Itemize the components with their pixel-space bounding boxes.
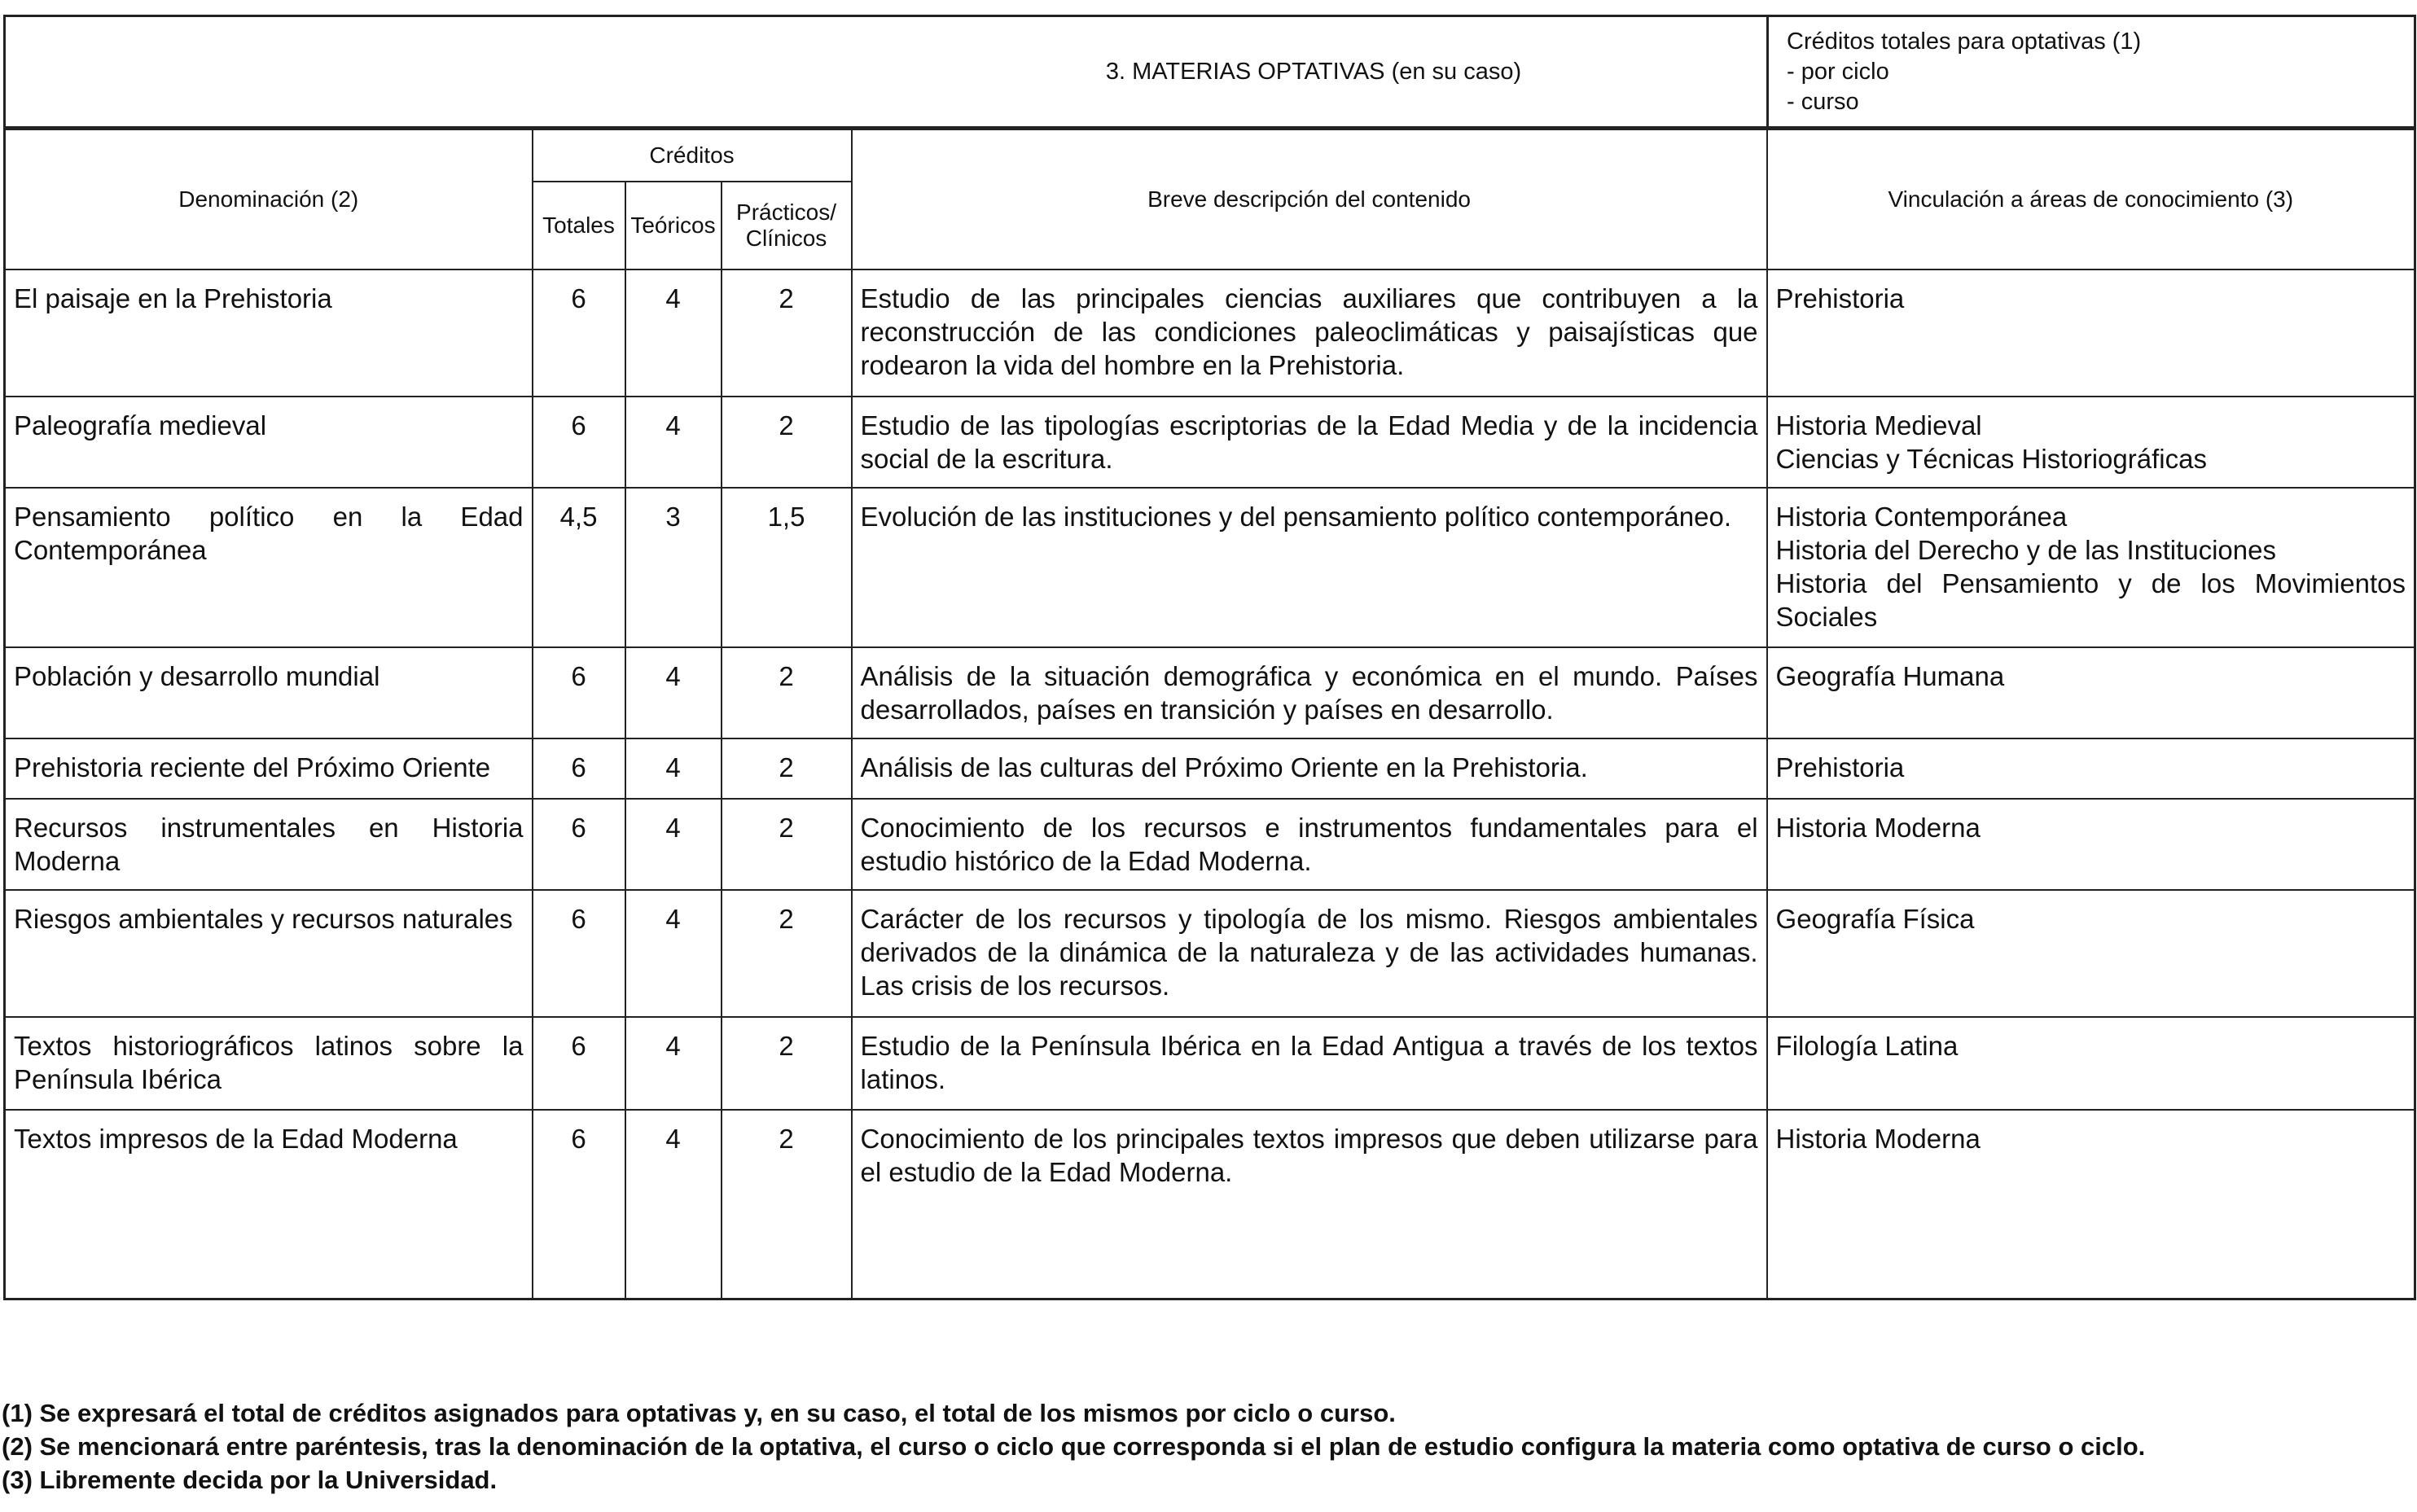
- table-row: [5, 397, 2415, 488]
- footnotes: [2, 1396, 2145, 1497]
- credits-practice: 2: [722, 270, 852, 397]
- credits-theory: 4: [625, 890, 722, 1017]
- subject-name: Recursos instrumentales en Historia Moderna: [5, 799, 533, 890]
- table-row: [5, 738, 2415, 799]
- credits-total: 6: [533, 1110, 625, 1299]
- credits-theory: 4: [625, 270, 722, 397]
- table-row: [5, 488, 2415, 647]
- table-row: [5, 799, 2415, 890]
- area-item: Ciencias y Técnicas Historiográficas: [1775, 444, 2207, 474]
- area-item: Historia del Pensamiento y de los Movimientos Sociales: [1775, 568, 2406, 632]
- subject-name: Prehistoria reciente del Próximo Oriente: [5, 738, 533, 799]
- credits-theory: 4: [625, 1110, 722, 1299]
- credits-total: 6: [533, 397, 625, 488]
- area-item: Geografía Humana: [1775, 661, 2005, 691]
- col-totales: Totales: [533, 182, 625, 270]
- credits-line: - curso: [1787, 88, 1859, 115]
- col-descripcion: Breve descripción del contenido: [852, 129, 1767, 270]
- knowledge-areas: [1767, 397, 2415, 488]
- footnote: (2) Se mencionará entre paréntesis, tras la denominación de la optativa, el curso o ciclo que corresponda si el plan de estudio configura la materia como optativa de curso o ciclo.: [2, 1432, 2146, 1461]
- credits-practice: 2: [722, 890, 852, 1017]
- subject-description: Evolución de las instituciones y del pensamiento político contemporáneo.: [852, 488, 1767, 647]
- credits-line: Créditos totales para optativas (1): [1787, 28, 2142, 55]
- table-row: [5, 1017, 2415, 1110]
- area-item: Filología Latina: [1775, 1031, 1959, 1061]
- subject-description: Estudio de las tipologías escriptorias de la Edad Media y de la incidencia social de la escritura.: [852, 397, 1767, 488]
- credits-total: 4,5: [533, 488, 625, 647]
- credits-practice: 2: [722, 799, 852, 890]
- credits-total: 6: [533, 799, 625, 890]
- subject-name: Textos historiográficos latinos sobre la Península Ibérica: [5, 1017, 533, 1110]
- table-row: [5, 270, 2415, 397]
- area-item: Geografía Física: [1775, 904, 1975, 934]
- subject-name: El paisaje en la Prehistoria: [5, 270, 533, 397]
- footnote: (1) Se expresará el total de créditos asignados para optativas y, en su caso, el total de los mismos por ciclo o curso.: [2, 1399, 1396, 1427]
- document-sheet: [3, 15, 2414, 1300]
- knowledge-areas: [1767, 647, 2415, 738]
- table-row: [5, 890, 2415, 1017]
- knowledge-areas: [1767, 890, 2415, 1017]
- credits-line: - por ciclo: [1787, 58, 1889, 85]
- credits-practice: 2: [722, 647, 852, 738]
- section-header: [3, 15, 2416, 129]
- credits-practice: 2: [722, 1017, 852, 1110]
- area-item: Historia Moderna: [1775, 813, 1981, 843]
- knowledge-areas: [1767, 270, 2415, 397]
- knowledge-areas: [1767, 1110, 2415, 1299]
- subject-name: Pensamiento político en la Edad Contemporánea: [5, 488, 533, 647]
- area-item: Historia Moderna: [1775, 1124, 1981, 1154]
- footnote: (3) Libremente decida por la Universidad.: [2, 1466, 498, 1494]
- credits-practice: 1,5: [722, 488, 852, 647]
- section-title: 3. MATERIAS OPTATIVAS (en su caso): [1105, 58, 1522, 85]
- credits-theory: 4: [625, 647, 722, 738]
- area-item: Historia Contemporánea: [1775, 502, 2068, 532]
- col-denominacion: Denominación (2): [5, 129, 533, 270]
- credits-theory: 4: [625, 799, 722, 890]
- area-item: Historia Medieval: [1775, 410, 1982, 440]
- credits-total: 6: [533, 270, 625, 397]
- credits-theory: 4: [625, 397, 722, 488]
- optional-subjects-table: [3, 129, 2416, 1300]
- col-teoricos: Teóricos: [625, 182, 722, 270]
- optional-credits-box: [1768, 16, 2415, 128]
- credits-theory: 4: [625, 1017, 722, 1110]
- subject-description: Análisis de la situación demográfica y económica en el mundo. Países desarrollados, países en transición y países en desarrollo.: [852, 647, 1767, 738]
- credits-practice: 2: [722, 738, 852, 799]
- subject-description: Carácter de los recursos y tipología de los mismo. Riesgos ambientales derivados de la dinámica de la naturaleza y de las actividades humanas. Las crisis de los recursos.: [852, 890, 1767, 1017]
- credits-theory: 3: [625, 488, 722, 647]
- area-item: Prehistoria: [1775, 283, 1905, 313]
- credits-theory: 4: [625, 738, 722, 799]
- credits-total: 6: [533, 890, 625, 1017]
- knowledge-areas: [1767, 1017, 2415, 1110]
- subject-description: Conocimiento de los principales textos impresos que deben utilizarse para el estudio de la Edad Moderna.: [852, 1110, 1767, 1299]
- subject-name: Riesgos ambientales y recursos naturales: [5, 890, 533, 1017]
- subject-description: Conocimiento de los recursos e instrumentos fundamentales para el estudio histórico de la Edad Moderna.: [852, 799, 1767, 890]
- col-practicos: Prácticos/ Clínicos: [722, 182, 852, 270]
- table-row: [5, 1110, 2415, 1299]
- knowledge-areas: [1767, 799, 2415, 890]
- subject-name: Textos impresos de la Edad Moderna: [5, 1110, 533, 1299]
- subject-name: Paleografía medieval: [5, 397, 533, 488]
- knowledge-areas: [1767, 738, 2415, 799]
- col-vinculacion: Vinculación a áreas de conocimiento (3): [1767, 129, 2415, 270]
- credits-total: 6: [533, 1017, 625, 1110]
- subject-name: Población y desarrollo mundial: [5, 647, 533, 738]
- area-item: Prehistoria: [1775, 752, 1905, 782]
- credits-total: 6: [533, 647, 625, 738]
- credits-practice: 2: [722, 1110, 852, 1299]
- credits-practice: 2: [722, 397, 852, 488]
- table-row: [5, 647, 2415, 738]
- col-creditos: Créditos: [533, 129, 852, 182]
- knowledge-areas: [1767, 488, 2415, 647]
- credits-total: 6: [533, 738, 625, 799]
- subject-description: Análisis de las culturas del Próximo Oriente en la Prehistoria.: [852, 738, 1767, 799]
- area-item: Historia del Derecho y de las Instituciones: [1775, 535, 2276, 565]
- subject-description: Estudio de la Península Ibérica en la Edad Antigua a través de los textos latinos.: [852, 1017, 1767, 1110]
- subject-description: Estudio de las principales ciencias auxiliares que contribuyen a la reconstrucción de las condiciones paleoclimáticas y paisajísticas que rodearon la vida del hombre en la Prehistoria.: [852, 270, 1767, 397]
